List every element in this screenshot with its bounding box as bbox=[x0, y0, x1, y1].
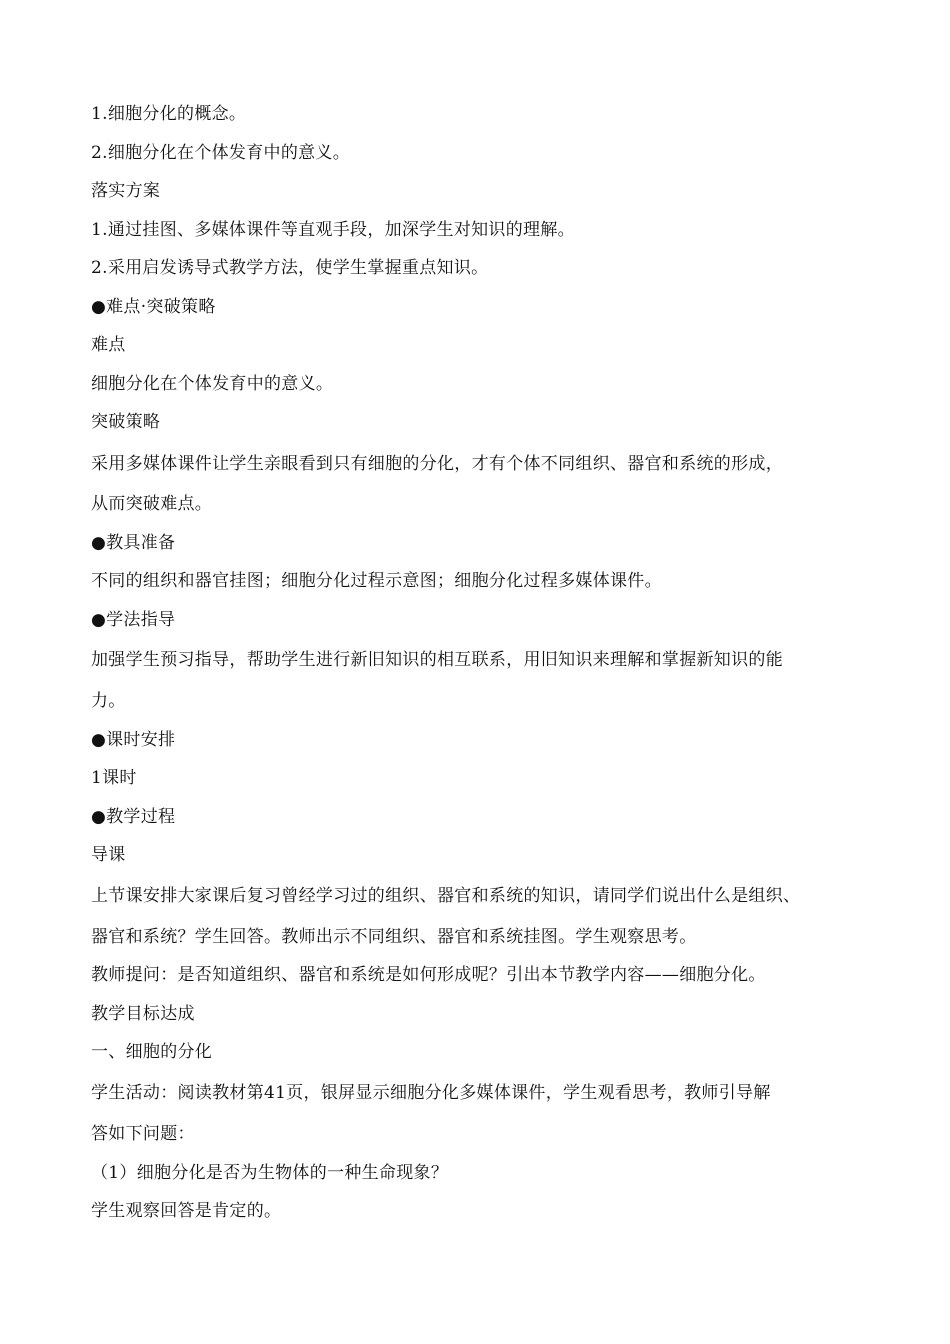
text-line: 1课时 bbox=[91, 768, 137, 788]
section-heading: ●教具准备 bbox=[91, 533, 176, 553]
text-line: 2.采用启发诱导式教学方法，使学生掌握重点知识。 bbox=[91, 258, 489, 278]
section-heading: ●课时安排 bbox=[91, 730, 176, 750]
text-line: 教师提问：是否知道组织、器官和系统是如何形成呢？引出本节教学内容——细胞分化。 bbox=[91, 965, 766, 985]
text-line: 1.通过挂图、多媒体课件等直观手段，加深学生对知识的理解。 bbox=[91, 220, 575, 240]
text-line: 学生观察回答是肯定的。 bbox=[91, 1201, 282, 1221]
text-line: 2.细胞分化在个体发育中的意义。 bbox=[91, 143, 351, 163]
section-heading: 教学目标达成 bbox=[91, 1004, 195, 1024]
text-line: 采用多媒体课件让学生亲眼看到只有细胞的分化，才有个体不同组织、器官和系统的形成， bbox=[91, 454, 783, 474]
text-line: 器官和系统？学生回答。教师出示不同组织、器官和系统挂图。学生观察思考。 bbox=[91, 927, 697, 947]
text-line: （1）细胞分化是否为生物体的一种生命现象？ bbox=[91, 1163, 449, 1183]
section-heading: 导课 bbox=[91, 845, 126, 865]
text-line: 答如下问题： bbox=[91, 1124, 195, 1144]
section-heading: 难点 bbox=[91, 335, 126, 355]
text-line: 不同的组织和器官挂图；细胞分化过程示意图；细胞分化过程多媒体课件。 bbox=[91, 571, 662, 591]
text-line: 加强学生预习指导，帮助学生进行新旧知识的相互联系，用旧知识来理解和掌握新知识的能 bbox=[91, 650, 783, 670]
text-line: 1.细胞分化的概念。 bbox=[91, 104, 247, 124]
text-line: 从而突破难点。 bbox=[91, 494, 213, 514]
text-line: 细胞分化在个体发育中的意义。 bbox=[91, 374, 334, 394]
section-heading: ●教学过程 bbox=[91, 807, 176, 827]
text-line: 力。 bbox=[91, 691, 126, 711]
section-heading: ●学法指导 bbox=[91, 610, 176, 630]
section-heading: 突破策略 bbox=[91, 412, 161, 432]
section-heading: 一、细胞的分化 bbox=[91, 1042, 213, 1062]
section-heading: 落实方案 bbox=[91, 181, 161, 201]
section-heading: ●难点·突破策略 bbox=[91, 297, 216, 317]
text-line: 上节课安排大家课后复习曾经学习过的组织、器官和系统的知识，请同学们说出什么是组织、 bbox=[91, 886, 801, 906]
text-line: 学生活动：阅读教材第41页，银屏显示细胞分化多媒体课件，学生观看思考，教师引导解 bbox=[91, 1083, 771, 1103]
